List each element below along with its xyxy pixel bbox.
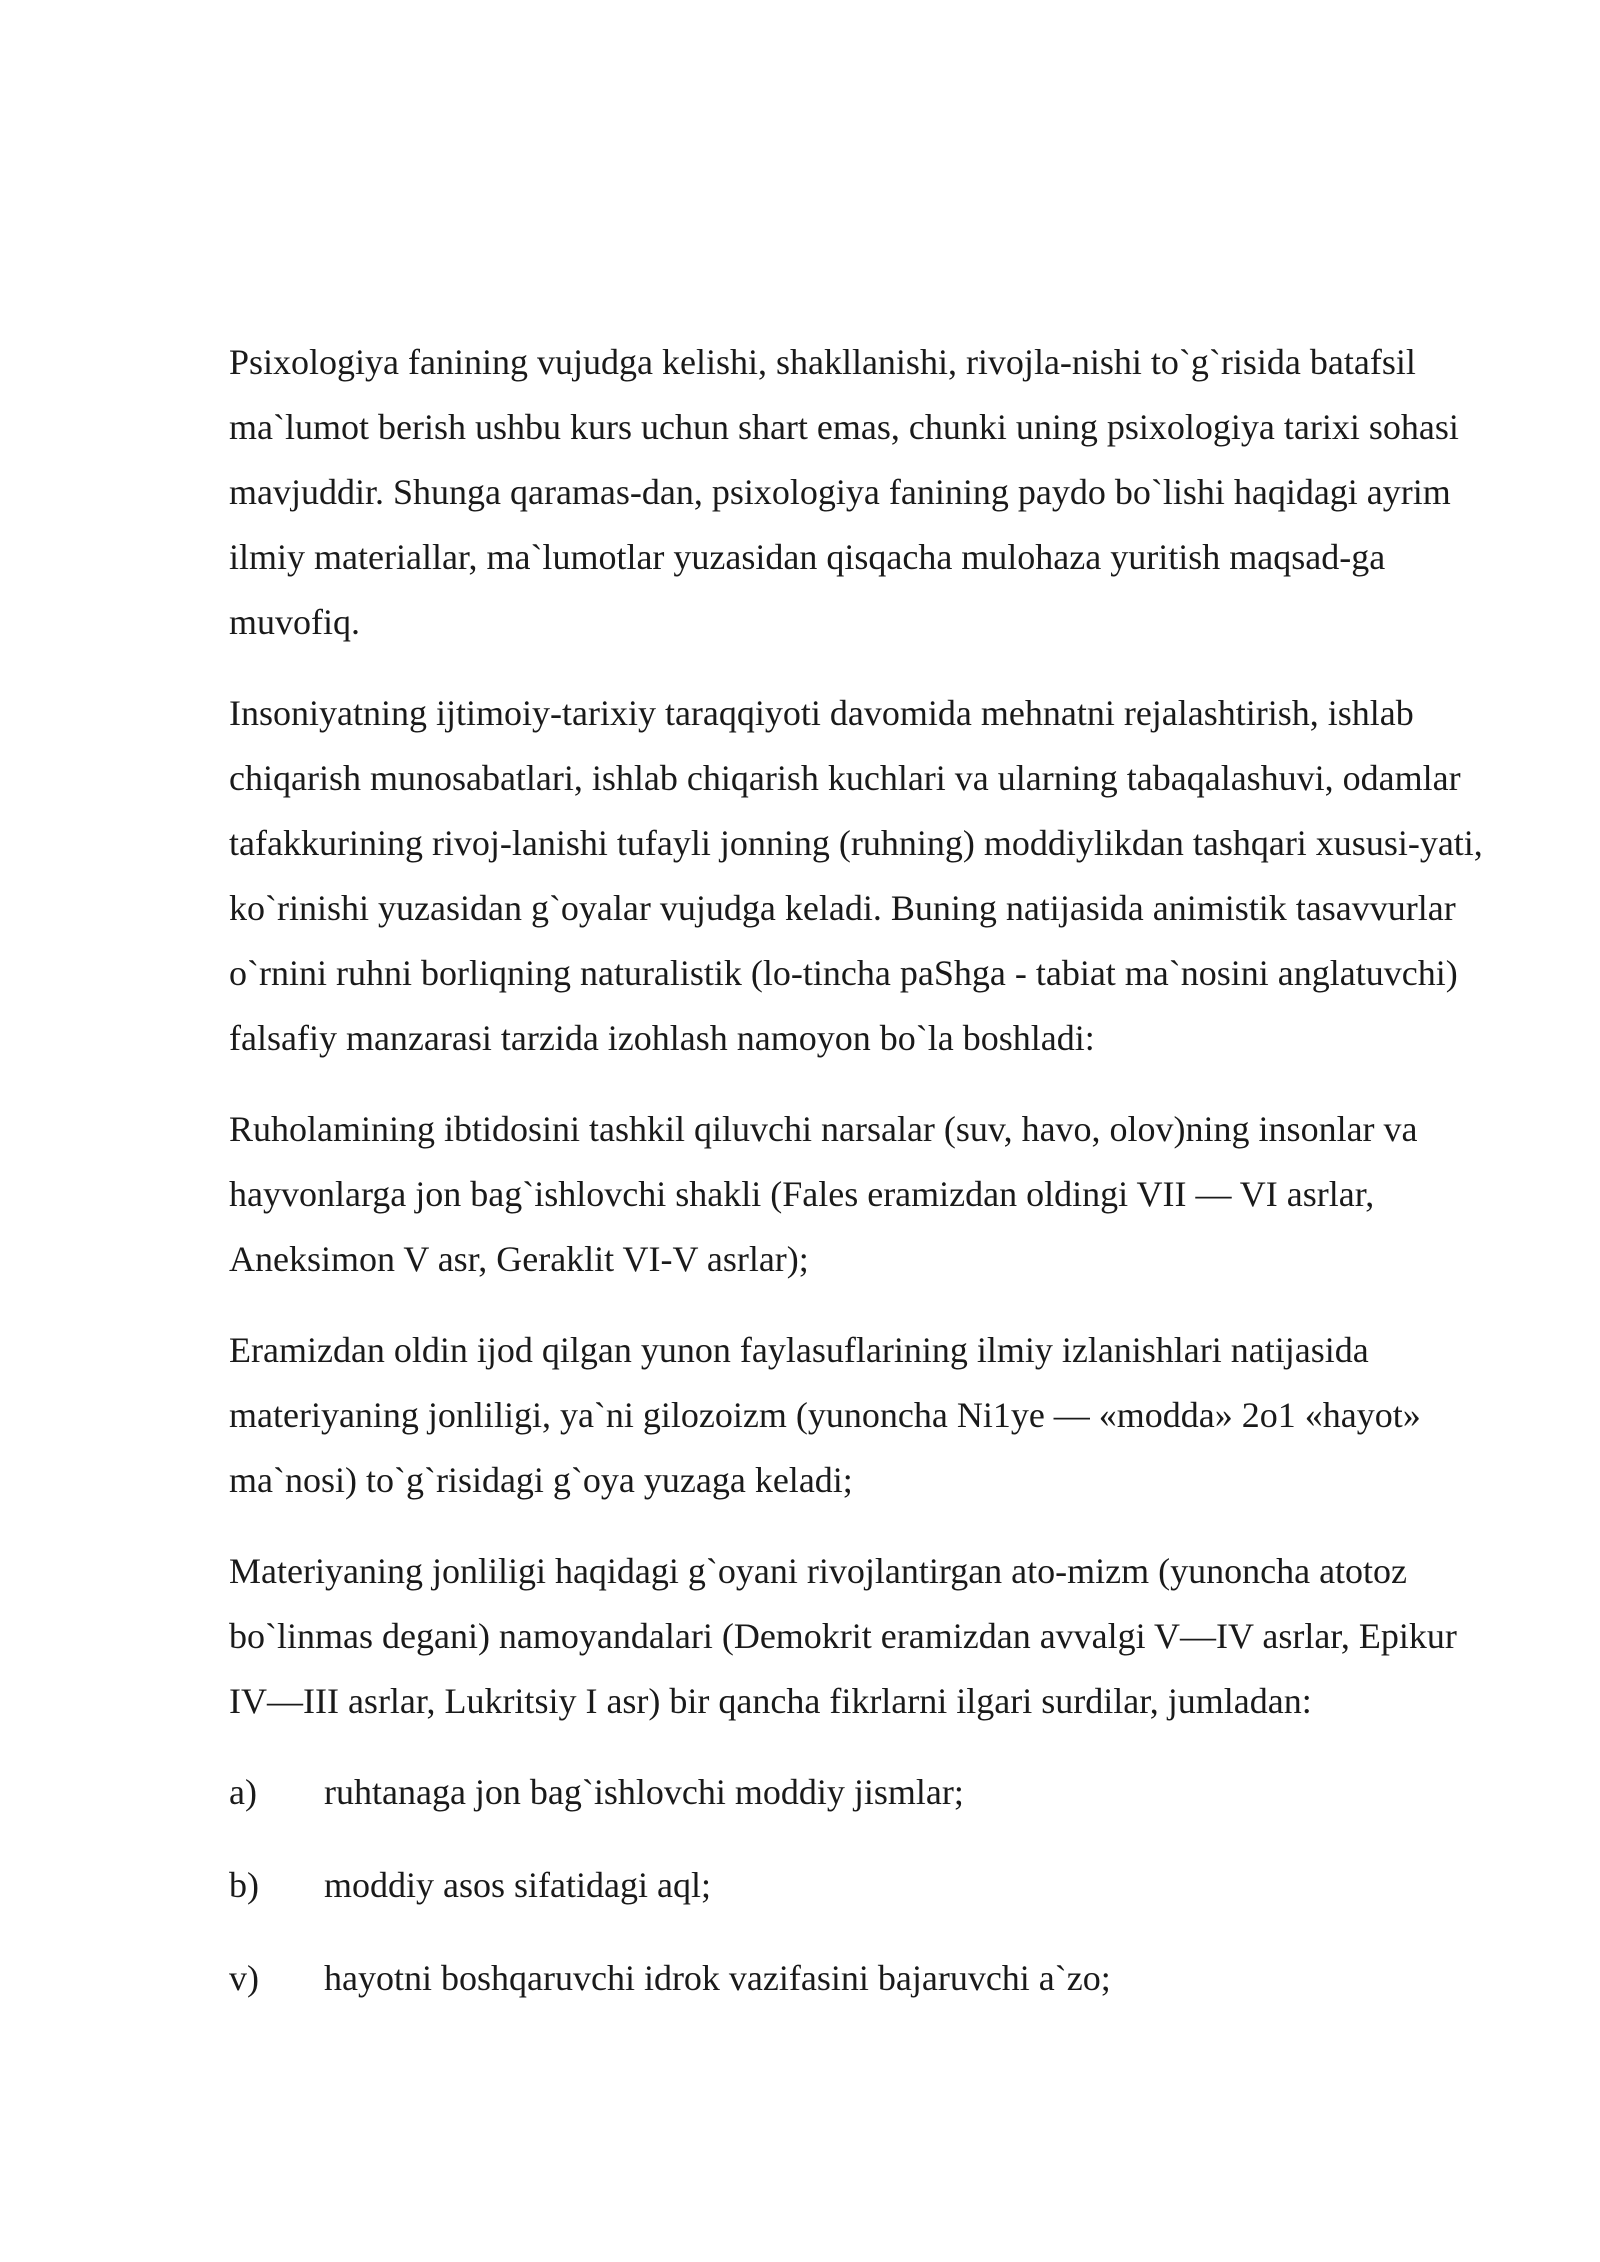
ordered-list <box>229 1760 1489 2011</box>
list-marker: v) <box>229 1958 259 1998</box>
list-item-text: ruhtanaga jon bag`ishlovchi moddiy jismlar; <box>324 1772 964 1812</box>
list-item <box>229 1853 1489 1918</box>
paragraph-1: Psixologiya fanining vujudga kelishi, shakllanishi, rivojla-nishi to`g`risida batafsil ma`lumot berish ushbu kurs uchun shart emas, chunki uning psixologiya tarixi sohasi mavjuddir. Shunga qaramas-dan, psixologiya fanining paydo bo`lishi haqidagi ayrim ilmiy materiallar, ma`lumotlar yuzasidan qisqacha mulohaza yuritish maqsad-ga muvofiq. <box>229 342 1459 642</box>
list-item-text: hayotni boshqaruvchi idrok vazifasini bajaruvchi a`zo; <box>324 1958 1111 1998</box>
list-item <box>229 1946 1489 2011</box>
list-marker: a) <box>229 1772 257 1812</box>
paragraph-5: Materiyaning jonliligi haqidagi g`oyani rivojlantirgan ato-mizm (yunoncha atotoz bo`linmas degani) namoyandalari (Demokrit eramizdan avvalgi V—IV asrlar, Epikur IV—III asrlar, Lukritsiy I asr) bir qancha fikrlarni ilgari surdilar, jumladan: <box>229 1551 1457 1721</box>
document-body <box>229 330 1489 2039</box>
paragraph-2: Insoniyatning ijtimoiy-tarixiy taraqqiyoti davomida mehnatni rejalashtirish, ishlab chiqarish munosabatlari, ishlab chiqarish kuchlari va ularning tabaqalashuvi, odamlar tafakkurining rivoj-lanishi tufayli jonning (ruhning) moddiylikdan tashqari xususi-yati, ko`rinishi yuzasidan g`oyalar vujudga keladi. Buning natijasida animistik tasavvurlar o`rnini ruhni borliqning naturalistik (lo-tincha paShga - tabiat ma`nosini anglatuvchi) falsafiy manzarasi tarzida izohlash namoyon bo`la boshladi: <box>229 693 1483 1058</box>
list-item <box>229 1760 1489 1825</box>
paragraph-4: Eramizdan oldin ijod qilgan yunon faylasuflarining ilmiy izlanishlari natijasida materiyaning jonliligi, ya`ni gilozoizm (yunoncha Ni1ye — «modda» 2o1 «hayot» ma`nosi) to`g`risidagi g`oya yuzaga keladi; <box>229 1330 1421 1500</box>
list-item-text: moddiy asos sifatidagi aql; <box>324 1865 711 1905</box>
list-marker: b) <box>229 1865 259 1905</box>
paragraph-3: Ruholamining ibtidosini tashkil qiluvchi narsalar (suv, havo, olov)ning insonlar va hayvonlarga jon bag`ishlovchi shakli (Fales eramizdan oldingi VII — VI asrlar, Aneksimon V asr, Geraklit VI-V asrlar); <box>229 1109 1418 1279</box>
